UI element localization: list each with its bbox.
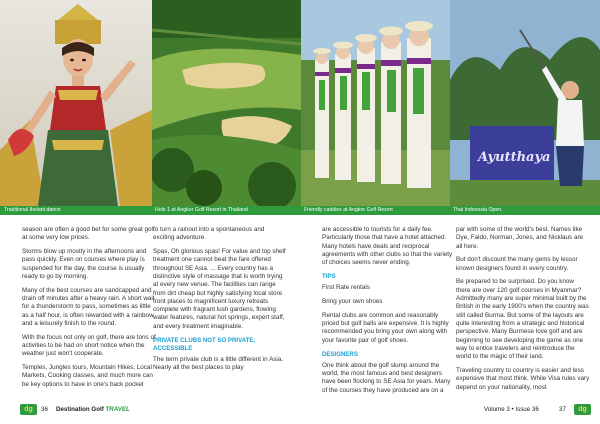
left-page-number: 36 bbox=[41, 406, 48, 413]
article-column-3 bbox=[322, 226, 456, 404]
caption-golfer: Thai Indonesia Open. bbox=[453, 207, 503, 213]
paragraph: Traveling country to country is easier and less expensive that most think. While Visa rules vary depend on your nationality, most bbox=[456, 366, 590, 391]
golfer-photo bbox=[450, 0, 600, 206]
paragraph: One think about the golf slump around the world, the most famous and best designers have been flocking to SE Asia for years. Many of the courses they have produced are on a bbox=[322, 361, 451, 394]
golf-hole-photo bbox=[152, 0, 301, 206]
caption-dancer: Traditional Ibelant dance bbox=[4, 207, 61, 213]
section-heading: DESIGNERS bbox=[322, 350, 358, 358]
page-footer bbox=[0, 403, 600, 417]
caption-strip bbox=[0, 206, 600, 215]
section-heading: TIPS bbox=[322, 272, 336, 280]
paragraph: season are often a good bet for some great golf at some very low prices. bbox=[22, 226, 155, 242]
article-column-4 bbox=[456, 226, 590, 404]
caption-caddies: Friendly caddies at Angkor Golf Resort bbox=[304, 207, 393, 213]
caption-golf-hole: Hole 1 at Angkor Golf Resort in Thailand bbox=[155, 207, 248, 213]
paragraph: Rental clubs are common and reasonably priced but golf balls are expensive. It is highly recommended you bring your own along with your favorite pair of golf shoes. bbox=[322, 311, 449, 344]
paragraph: par with some of the world's best. Names like Dye, Faldo, Norman, Jones, and Nicklaus are all here. bbox=[456, 226, 584, 250]
dancer-photo bbox=[0, 0, 152, 206]
sponsor-banner: Ayutthaya bbox=[478, 150, 551, 165]
paragraph: to turn a rainout into a spontaneous and exciting adventure. bbox=[153, 226, 265, 242]
paragraph: Storms blow up mostly in the afternoons and pass quickly. Even on courses where play is suspended for the day, the course is usually ready to go by morning. bbox=[22, 248, 147, 280]
caddies-photo bbox=[301, 0, 450, 206]
brand-travel: TRAVEL bbox=[105, 406, 130, 413]
footer-brand bbox=[56, 406, 130, 413]
brand-name: Destination Golf bbox=[56, 406, 104, 413]
paragraph: Bring your own shoes bbox=[322, 298, 383, 306]
paragraph: With the focus not only on golf, there are tons of activities to be had on short notice when the weather just won't cooperate. bbox=[22, 333, 156, 358]
paragraph: Temples, Jungles tours, Mountain Hikes, Local Markets, Cooking classes, and much more can be key options to have in one's back pocket bbox=[22, 364, 153, 388]
paragraph: are accessible to tourists for a daily fee. Particularly those that have a hotel attached. Many hotels have deals and reciprocal agreements with other clubs so that the variety of choices seems never ending. bbox=[322, 226, 453, 267]
paragraph: But don't discount the many gems by lessor known designers found in every country. bbox=[456, 256, 578, 272]
paragraph: Many of the best courses are sandcapped and drain off minutes after a heavy rain. A short wait for a thunderstorm to pass, sometimes as little as a half hour, is often rewarded with a rainbow and a leisurely finish to the round. bbox=[22, 286, 155, 327]
paragraph: The term private club is a little different in Asia. Nearly all the best places to play bbox=[153, 356, 284, 372]
right-page-number: 37 bbox=[559, 406, 566, 413]
issue-label: Volume 3 • Issue 36 bbox=[484, 406, 539, 413]
section-heading: PRIVATE CLUBS NOT SO PRIVATE, ACCESSIBLE bbox=[153, 336, 256, 352]
paragraph: First Rate rentals bbox=[322, 284, 370, 292]
paragraph: Be prepared to be surprised. Do you know there are over 120 golf courses in Myanmar? Admittedly many are super minimal built by the British in the early 1900's when the country was still called Burma. But some of the layouts are quite interesting from a strategic and historical perspective. Many Burmese love golf and are beginning to see developing the game as one way to entice travelers and reintroduce the world to the magic of their land. bbox=[456, 278, 589, 361]
paragraph: Spas, Oh glorious spas! For value and top shelf treatment one cannot beat the fare offered throughout SE Asia. ... Every country has a distinctive style of massage that is worth trying at every new venue. The facilities can range from dirt cheap but highly satisfying local store front places to magnificent luxury retreats complete with fragrant lush gardens, flowing water features, natural hot springs, expert staff, and every treatment imaginable. bbox=[153, 248, 286, 330]
dg-logo-right: dg bbox=[574, 404, 591, 415]
article-column-1 bbox=[22, 226, 156, 404]
article-column-2 bbox=[153, 226, 287, 404]
dg-logo-left: dg bbox=[20, 404, 37, 415]
